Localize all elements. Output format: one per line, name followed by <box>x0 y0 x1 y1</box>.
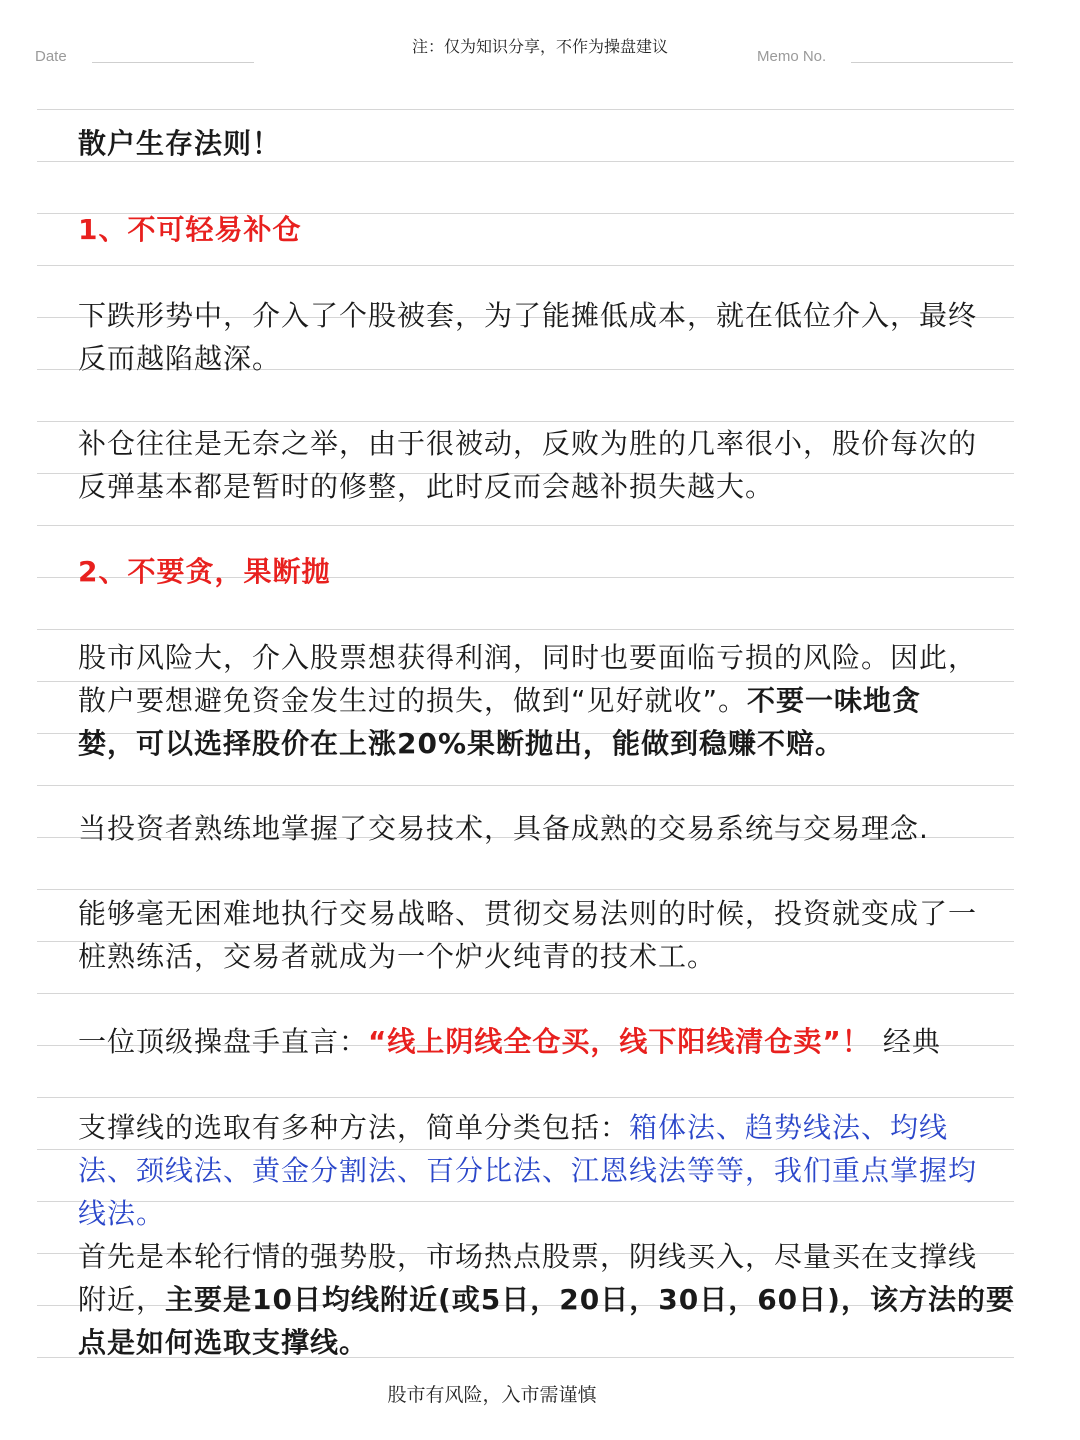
date-underline <box>92 62 254 63</box>
paragraph-text: 支撑线的选取有多种方法，简单分类包括： <box>78 1111 630 1144</box>
first-paragraph-line2 <box>78 1278 1028 1321</box>
memo-label: Memo No. <box>757 48 827 65</box>
section1-paragraph1-line1: 下跌形势中，介入了个股被套，为了能摊低成本，就在低位介入，最终 <box>78 299 978 332</box>
ruled-line <box>37 993 1014 994</box>
paragraph-text: 散户要想避免资金发生过的损失，做到“见好就收”。 <box>78 684 748 717</box>
ruled-line <box>37 889 1014 890</box>
quote-prefix: 一位顶级操盘手直言： <box>78 1025 369 1058</box>
quote-highlight: “线上阴线全仓买，线下阳线清仓卖”！ <box>368 1025 871 1058</box>
section1-paragraph2-line2: 反弹基本都是暂时的修整，此时反而会越补损失越大。 <box>78 470 775 503</box>
ruled-line <box>37 525 1014 526</box>
emphasis-text: 主要是10日均线附近(或5日，20日，30日，60日)，该方法的要 <box>165 1283 1015 1316</box>
section2-paragraph2: 当投资者熟练地掌握了交易技术，具备成熟的交易系统与交易理念. <box>78 812 929 845</box>
ruled-line <box>37 785 1014 786</box>
emphasis-text: 不要一味地贪 <box>747 684 922 717</box>
quote-suffix: 经典 <box>882 1025 941 1058</box>
trader-quote-line <box>78 1020 1028 1063</box>
disclaimer-note: 注：仅为知识分享，不作为操盘建议 <box>411 37 668 56</box>
section1-paragraph1-line2: 反而越陷越深。 <box>78 342 282 375</box>
first-paragraph-line1: 首先是本轮行情的强势股，市场热点股票，阴线买入，尽量买在支撑线 <box>78 1240 978 1273</box>
support-paragraph-line3: 线法。 <box>78 1197 166 1230</box>
memo-underline <box>851 62 1013 63</box>
section2-heading: 2、不要贪，果断抛 <box>78 555 331 588</box>
section2-paragraph1-line2 <box>78 679 1028 722</box>
ruled-line <box>37 1097 1014 1098</box>
date-label: Date <box>35 48 67 65</box>
risk-warning-footer: 股市有风险，入市需谨慎 <box>387 1384 597 1406</box>
page-title: 散户生存法则！ <box>78 127 282 160</box>
section1-paragraph2-line1: 补仓往往是无奈之举，由于很被动，反败为胜的几率很小，股价每次的 <box>78 427 978 460</box>
section2-paragraph1-line1: 股市风险大，介入股票想获得利润，同时也要面临亏损的风险。因此， <box>78 641 978 674</box>
methods-highlight: 箱体法、趋势线法、均线 <box>629 1111 949 1144</box>
section2-paragraph3-line1: 能够毫无困难地执行交易战略、贯彻交易法则的时候，投资就变成了一 <box>78 897 978 930</box>
ruled-line <box>37 109 1014 110</box>
support-paragraph-line2: 法、颈线法、黄金分割法、百分比法、江恩线法等等，我们重点掌握均 <box>78 1154 978 1187</box>
section1-heading: 1、不可轻易补仓 <box>78 213 302 246</box>
ruled-line <box>37 265 1014 266</box>
support-paragraph-line1 <box>78 1106 1028 1149</box>
section2-paragraph1-line3: 婪，可以选择股价在上涨20%果断抛出，能做到稳赚不赔。 <box>78 727 845 760</box>
paragraph-text: 附近， <box>78 1283 166 1316</box>
section2-paragraph3-line2: 桩熟练活，交易者就成为一个炉火纯青的技术工。 <box>78 940 717 973</box>
first-paragraph-line3: 点是如何选取支撑线。 <box>78 1326 369 1359</box>
ruled-line <box>37 629 1014 630</box>
